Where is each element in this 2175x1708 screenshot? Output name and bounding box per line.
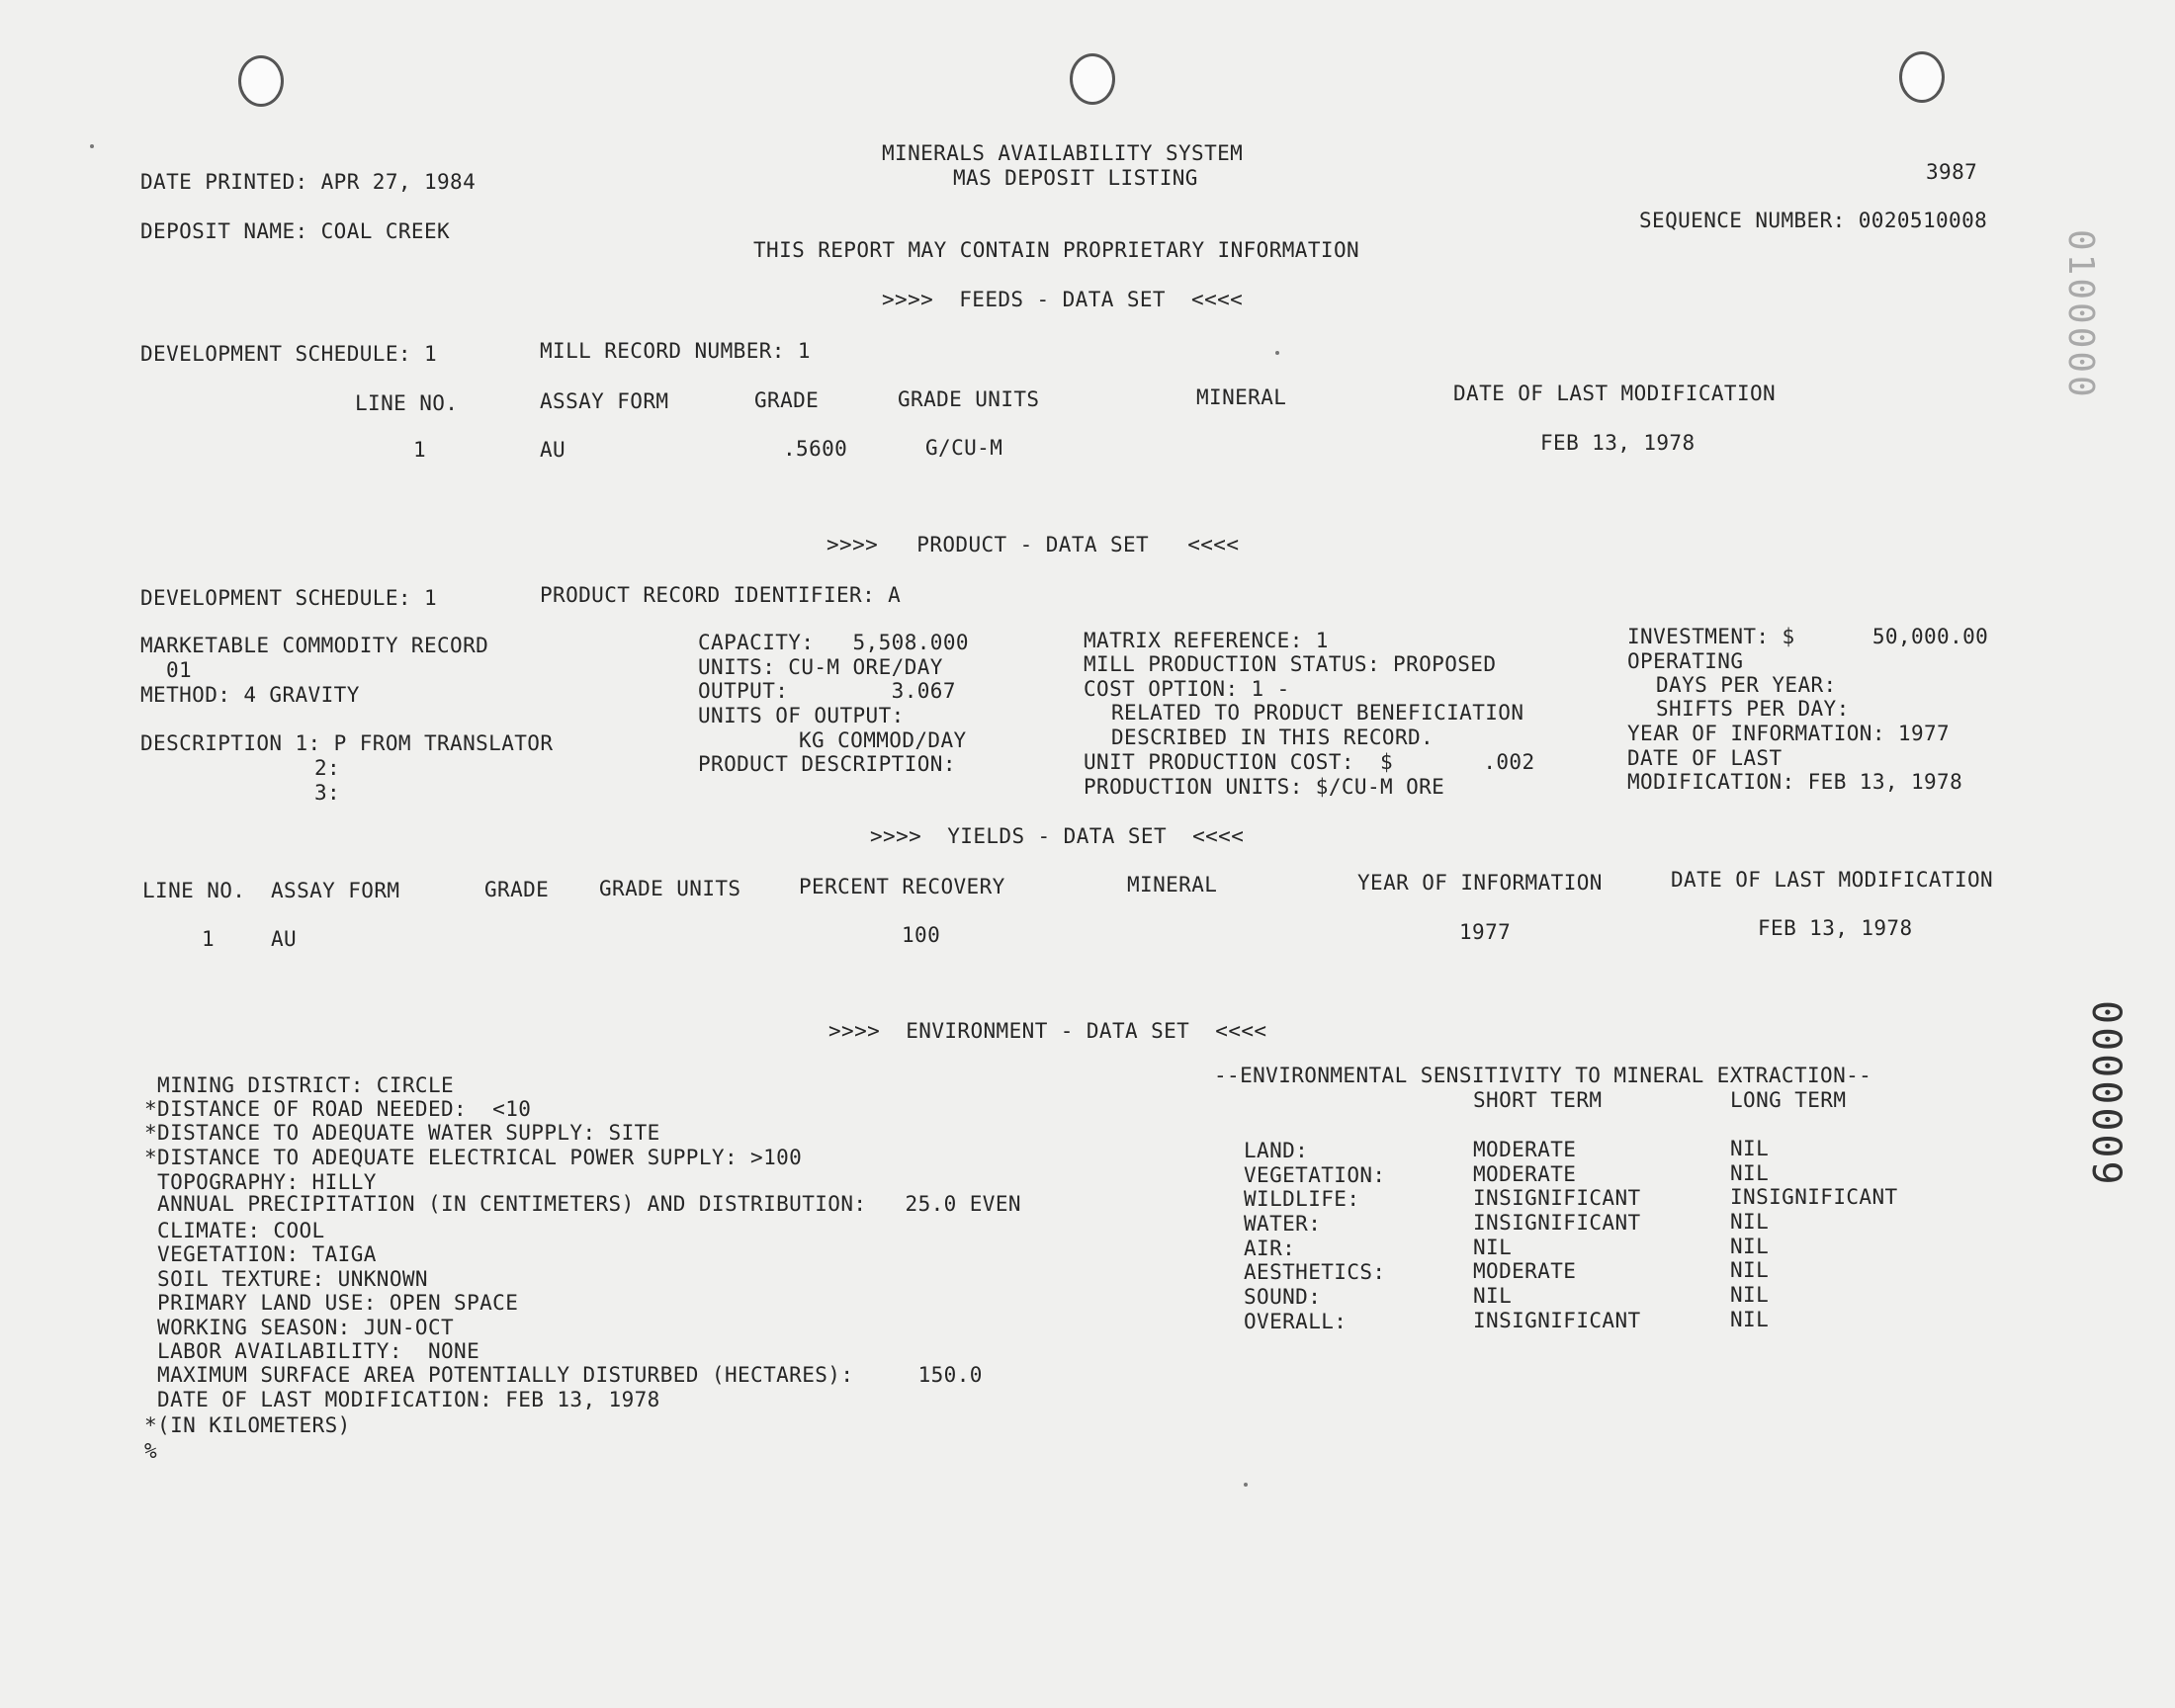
deposit-name: DEPOSIT NAME: COAL CREEK xyxy=(140,219,451,243)
yields-col-assay-form: ASSAY FORM xyxy=(271,879,400,902)
sensitivity-long: NIL xyxy=(1730,1235,1770,1258)
production-units: PRODUCTION UNITS: $/CU-M ORE xyxy=(1084,775,1445,799)
sensitivity-short: NIL xyxy=(1473,1236,1513,1259)
yields-row-assay-form: AU xyxy=(271,927,298,951)
sensitivity-short: INSIGNIFICANT xyxy=(1473,1211,1641,1235)
operating: OPERATING xyxy=(1627,649,1744,673)
mill-production-status: MILL PRODUCTION STATUS: PROPOSED xyxy=(1084,652,1497,676)
feeds-row-date-mod: FEB 13, 1978 xyxy=(1540,431,1696,455)
page-number: 3987 xyxy=(1926,160,1978,184)
units-of-output: UNITS OF OUTPUT: xyxy=(698,704,905,727)
commodity-code: 01 xyxy=(166,658,193,682)
sensitivity-long: NIL xyxy=(1730,1308,1770,1331)
listing-title: MAS DEPOSIT LISTING xyxy=(953,166,1198,190)
env-line: CLIMATE: COOL xyxy=(144,1219,325,1242)
yields-col-date-mod: DATE OF LAST MODIFICATION xyxy=(1671,868,1994,892)
punch-hole-center xyxy=(1070,53,1115,105)
yields-col-line-no: LINE NO. xyxy=(142,879,246,902)
yields-col-percent-recovery: PERCENT RECOVERY xyxy=(799,875,1005,898)
cost-option-described: DESCRIBED IN THIS RECORD. xyxy=(1111,726,1435,749)
yields-heading: >>>> YIELDS - DATA SET <<<< xyxy=(870,824,1245,848)
speck xyxy=(1244,1483,1248,1487)
yields-row-date-mod: FEB 13, 1978 xyxy=(1758,916,1913,940)
description-2: 2: xyxy=(314,756,341,780)
sensitivity-short: MODERATE xyxy=(1473,1259,1577,1283)
yields-col-grade: GRADE xyxy=(484,878,550,901)
speck xyxy=(1275,351,1279,355)
env-line: VEGETATION: TAIGA xyxy=(144,1242,377,1266)
feeds-row-grade-units: G/CU-M xyxy=(925,436,1003,460)
product-description: PRODUCT DESCRIPTION: xyxy=(698,752,956,776)
sensitivity-long: NIL xyxy=(1730,1137,1770,1160)
feeds-row-grade: .5600 xyxy=(783,437,848,461)
sensitivity-short: INSIGNIFICANT xyxy=(1473,1309,1641,1332)
sensitivity-short-term: SHORT TERM xyxy=(1473,1088,1603,1112)
env-line: *DISTANCE OF ROAD NEEDED: <10 xyxy=(144,1097,532,1121)
days-per-year: DAYS PER YEAR: xyxy=(1656,673,1837,697)
env-line: ANNUAL PRECIPITATION (IN CENTIMETERS) AND DISTRIBUTION: 25.0 EVEN xyxy=(144,1192,1021,1216)
sensitivity-label: WATER: xyxy=(1244,1212,1322,1236)
end-marker: % xyxy=(144,1439,158,1463)
sensitivity-long-term: LONG TERM xyxy=(1730,1088,1847,1112)
product-record-id: PRODUCT RECORD IDENTIFIER: A xyxy=(540,583,902,607)
commodity-record: MARKETABLE COMMODITY RECORD xyxy=(140,634,489,657)
sensitivity-long: NIL xyxy=(1730,1258,1770,1282)
proprietary-notice: THIS REPORT MAY CONTAIN PROPRIETARY INFORMATION xyxy=(753,238,1360,262)
margin-stamp-upper: 0100000 xyxy=(2060,229,2101,400)
sensitivity-title: --ENVIRONMENTAL SENSITIVITY TO MINERAL EXTRACTION-- xyxy=(1214,1064,1872,1087)
matrix-reference: MATRIX REFERENCE: 1 xyxy=(1084,629,1329,652)
system-title: MINERALS AVAILABILITY SYSTEM xyxy=(882,141,1244,165)
sensitivity-long: INSIGNIFICANT xyxy=(1730,1185,1898,1209)
sensitivity-long: NIL xyxy=(1730,1210,1770,1234)
yields-col-year-info: YEAR OF INFORMATION xyxy=(1357,871,1603,895)
sensitivity-label: VEGETATION: xyxy=(1244,1163,1386,1187)
sensitivity-short: MODERATE xyxy=(1473,1162,1577,1186)
env-line: DATE OF LAST MODIFICATION: FEB 13, 1978 xyxy=(144,1388,660,1411)
sensitivity-long: NIL xyxy=(1730,1161,1770,1185)
product-schedule: DEVELOPMENT SCHEDULE: 1 xyxy=(140,586,437,610)
product-method: METHOD: 4 GRAVITY xyxy=(140,683,360,707)
env-line: LABOR AVAILABILITY: NONE xyxy=(144,1339,480,1363)
env-line: MINING DISTRICT: CIRCLE xyxy=(144,1073,455,1097)
feeds-col-grade: GRADE xyxy=(754,388,820,412)
sensitivity-long: NIL xyxy=(1730,1283,1770,1307)
sensitivity-label: SOUND: xyxy=(1244,1285,1322,1309)
speck xyxy=(90,144,94,148)
feeds-row-assay-form: AU xyxy=(540,438,566,462)
investment: INVESTMENT: $ 50,000.00 xyxy=(1627,625,1989,648)
sensitivity-label: LAND: xyxy=(1244,1139,1309,1162)
env-footnote: *(IN KILOMETERS) xyxy=(144,1413,351,1437)
description-3: 3: xyxy=(314,781,341,805)
date-of-last: DATE OF LAST xyxy=(1627,746,1783,770)
cost-option: COST OPTION: 1 - xyxy=(1084,677,1290,701)
shifts-per-day: SHIFTS PER DAY: xyxy=(1656,697,1850,721)
punch-hole-right xyxy=(1899,51,1945,103)
feeds-col-date-mod: DATE OF LAST MODIFICATION xyxy=(1453,382,1777,405)
sensitivity-label: OVERALL: xyxy=(1244,1310,1348,1333)
yields-col-grade-units: GRADE UNITS xyxy=(599,877,741,900)
sensitivity-label: AESTHETICS: xyxy=(1244,1260,1386,1284)
env-line: *DISTANCE TO ADEQUATE WATER SUPPLY: SITE xyxy=(144,1121,660,1145)
feeds-row-line-no: 1 xyxy=(413,438,427,462)
env-line: TOPOGRAPHY: HILLY xyxy=(144,1170,377,1194)
punch-hole-left xyxy=(238,55,284,107)
feeds-col-mineral: MINERAL xyxy=(1196,385,1287,409)
environment-heading: >>>> ENVIRONMENT - DATA SET <<<< xyxy=(828,1019,1267,1043)
yields-row-percent-recovery: 100 xyxy=(902,923,941,947)
product-modification: MODIFICATION: FEB 13, 1978 xyxy=(1627,770,1963,794)
units-of-output-value: KG COMMOD/DAY xyxy=(799,728,967,752)
feeds-schedule: DEVELOPMENT SCHEDULE: 1 xyxy=(140,342,437,366)
env-line: *DISTANCE TO ADEQUATE ELECTRICAL POWER SUPPLY: >100 xyxy=(144,1146,803,1169)
sensitivity-short: MODERATE xyxy=(1473,1138,1577,1161)
cost-option-related: RELATED TO PRODUCT BENEFICIATION xyxy=(1111,701,1524,725)
product-heading: >>>> PRODUCT - DATA SET <<<< xyxy=(826,533,1240,556)
margin-stamp-lower: 0000009 xyxy=(2083,1000,2129,1188)
output: OUTPUT: 3.067 xyxy=(698,679,956,703)
yields-row-year-info: 1977 xyxy=(1459,920,1512,944)
env-line: MAXIMUM SURFACE AREA POTENTIALLY DISTURBED (HECTARES): 150.0 xyxy=(144,1363,983,1387)
sensitivity-short: NIL xyxy=(1473,1284,1513,1308)
env-line: PRIMARY LAND USE: OPEN SPACE xyxy=(144,1291,519,1315)
feeds-col-line-no: LINE NO. xyxy=(355,391,459,415)
capacity-units: UNITS: CU-M ORE/DAY xyxy=(698,655,943,679)
sequence-number: SEQUENCE NUMBER: 0020510008 xyxy=(1639,209,1988,232)
year-of-information: YEAR OF INFORMATION: 1977 xyxy=(1627,722,1951,745)
feeds-heading: >>>> FEEDS - DATA SET <<<< xyxy=(882,288,1244,311)
env-line: WORKING SEASON: JUN-OCT xyxy=(144,1316,455,1339)
sensitivity-label: AIR: xyxy=(1244,1237,1296,1260)
unit-production-cost: UNIT PRODUCTION COST: $ .002 xyxy=(1084,750,1535,774)
feeds-col-grade-units: GRADE UNITS xyxy=(898,387,1040,411)
date-printed: DATE PRINTED: APR 27, 1984 xyxy=(140,170,477,194)
yields-row-line-no: 1 xyxy=(202,927,216,951)
sensitivity-label: WILDLIFE: xyxy=(1244,1187,1360,1211)
sensitivity-short: INSIGNIFICANT xyxy=(1473,1186,1641,1210)
description-1: DESCRIPTION 1: P FROM TRANSLATOR xyxy=(140,731,554,755)
capacity: CAPACITY: 5,508.000 xyxy=(698,631,969,654)
feeds-mill-record: MILL RECORD NUMBER: 1 xyxy=(540,339,811,363)
feeds-col-assay-form: ASSAY FORM xyxy=(540,389,669,413)
yields-col-mineral: MINERAL xyxy=(1127,873,1218,897)
env-line: SOIL TEXTURE: UNKNOWN xyxy=(144,1267,428,1291)
